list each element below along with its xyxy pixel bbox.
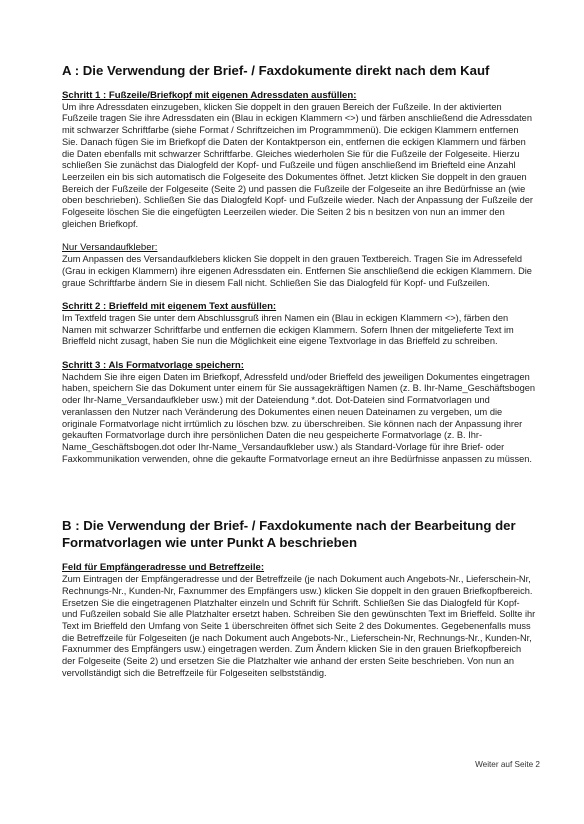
section-b-title: B : Die Verwendung der Brief- / Faxdokumente nach der Bearbeitung der Formatvorlagen wie unter Punkt A beschrieben xyxy=(62,518,516,551)
continue-footer: Weiter auf Seite 2 xyxy=(475,760,540,769)
step-1-block xyxy=(62,90,536,230)
recipient-block xyxy=(62,562,536,679)
step-1-text: Um ihre Adressdaten einzugeben, klicken Sie doppelt in den grauen Bereich der Fußzeile. In der aktivierten Fußzeile tragen Sie ihre Adressdaten ein (Blau in eckigen Klammern <>) und färben anschließend die Adressdaten mit schwarzer Schriftfarbe (siehe Format / Schriftzeichen im Programmmenü). Die eckigen Klammern entfernen Sie. Danach fügen Sie im Briefkopf die Daten der Kontaktperson ein, entfernen die eckigen Klammern und färben die Daten ebenfalls mit schwarzer Schriftfarbe. Gleiches wiederholen Sie für die Fußzeile der Folgeseite. Hierzu schließen Sie zunächst das Dialogfeld der Kopf- und Fußzeile und fügen anschließend im Briefteld eine Anzahl Leerzeilen ein bis sich automatisch die Folgeseite des Dokumentes öffnet. Jetzt klicken Sie doppelt in den grauen Bereich der Fußzeile der Folgeseite (Seite 2) und passen die Fußzeile der Folgeseite an ihre Bedürfnisse an (wie oben beschrieben). Schließen Sie das Dialogfeld Kopf- und Fußzeile wieder. Nach der Anpassung der Fußzeile der Folgeseite löschen Sie die eingefügten Leerzeilen wieder. Die Seiten 2 bis n besitzen von nun an immer den gleichen Briefkopf. xyxy=(62,101,533,229)
step-1-heading: Schritt 1 : Fußzeile/Briefkopf mit eigenen Adressdaten ausfüllen: xyxy=(62,90,357,101)
section-b xyxy=(62,517,536,679)
step-3-text: Nachdem Sie ihre eigen Daten im Briefkopf, Adressfeld und/oder Brieffeld des jeweiligen Dokumentes eingetragen haben, speichern Sie das Dokument unter einem für Sie aussagekräftigen Namen (z. B. Ihr-Name_Geschäftsbogen oder Ihr-Name_Versandaufkleber usw.) mit der Dateiendung *.dot. Dot-Dateien sind Formatvorlagen und veranlassen den Nutzer nach Veränderung des Dokumentes einen neuen Dateinamen zu vergeben, um die originale Formatvorlage nicht irrtümlich zu löschen bzw. zu überschreiben. Sie können nach der Anpassung ihrer gekauften Formatvorlage durch ihre persönlichen Daten die neu gespeicherte Formatvorlage (z. B. Ihr-Name_Geschäftsbogen.dot oder Ihr-Name_Versandaufkleber usw.) als Standard-Vorlage für ihre Brief- oder Faxkommunikation verwenden, ohne die gekaufte Formatvorlage erneut an ihre Bedürfnisse anpassen zu müssen. xyxy=(62,371,536,464)
recipient-heading: Feld für Empfängeradresse und Betreffzeile: xyxy=(62,562,265,574)
section-a-title: A : Die Verwendung der Brief- / Faxdokumente direkt nach dem Kauf xyxy=(62,63,490,78)
recipient-text: Zum Eintragen der Empfängeradresse und der Betreffzeile (je nach Dokument auch Angebots-Nr., Lieferschein-Nr, Rechnungs-Nr., Kunden-Nr, Faxnummer des Empfängers usw.) klicken Sie doppelt in den grauen Briefkopfbereich. Ersetzen Sie die eingetragenen Platzhalter einzeln und Schrift für Schrift. Schließen Sie das Dialogfeld für Kopf- und Fußzeilen sobald Sie alle Platzhalter ersetzt haben. Schreiben Sie den gewünschten Text im Brieffeld. Sollte ihr Text im Brieffeld den Umfang von Seite 1 überschreiten öffnet sich Seite 2 des Dokumentes. Gegebenenfalls muss die Betreffzeile für Folgeseiten (je nach Dokument auch Angebots-Nr., Lieferschein-Nr, Rechnungs-Nr., Kunden-Nr, Faxnummer des Empfängers usw.) eingetragen werden. Zum Ändern klicken Sie in den grauen Briefkopfbereich der Folgeseite (Seite 2) und ersetzen Sie die Platzhalter wie anhand der ersten Seite beschrieben. Von nun an vervollständigt sich die Betreffzeile für Folgeseiten selbstständig. xyxy=(62,574,536,678)
shipping-label-text: Zum Anpassen des Versandaufklebers klicken Sie doppelt in den grauen Textbereich. Tragen Sie im Adressefeld (Grau in eckigen Klammern) ihre eigenen Adressdaten ein. Entfernen Sie anschließend die eckigen Klammern. Die graue Schriftfarbe ändern Sie in diesem Fall nicht. Schließen Sie das Dialogfeld für Kopf- und Fußzeilen. xyxy=(62,254,532,288)
section-a xyxy=(62,62,536,465)
step-2-text: Im Textfeld tragen Sie unter dem Abschlussgruß ihren Namen ein (Blau in eckigen Klammern <>), färben den Namen mit schwarzer Schriftfarbe und entfernen die eckigen Klammern. Sofern Ihnen der mitgelieferte Text im Brieffeld nicht zusagt, haben Sie nun die Möglichkeit eine eigene Textvorlage in das Brieffeld zu schreiben. xyxy=(62,312,514,347)
step-2-heading: Schritt 2 : Brieffeld mit eigenem Text ausfüllen: xyxy=(62,301,277,313)
shipping-label-heading: Nur Versandaufkleber: xyxy=(62,242,158,254)
step-3-block xyxy=(62,360,536,465)
shipping-label-block xyxy=(62,242,536,289)
step-3-heading: Schritt 3 : Als Formatvorlage speichern: xyxy=(62,360,244,372)
step-2-block xyxy=(62,301,536,348)
section-spacer xyxy=(62,477,536,517)
